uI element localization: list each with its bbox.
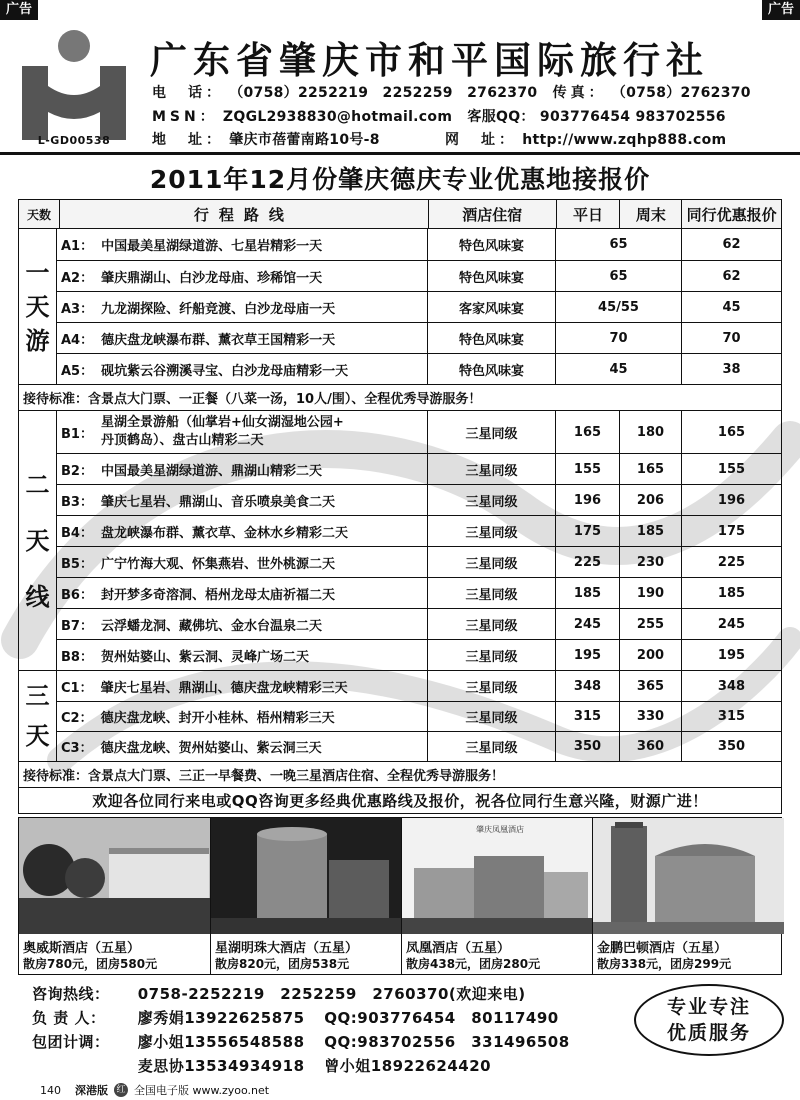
hotel-cell: 三星同级	[427, 578, 555, 608]
route-text: 广宁竹海大观、怀集燕岩、世外桃源二天	[100, 556, 335, 572]
license-code: L-GD00538	[37, 134, 111, 147]
stamp-line: 专业专注	[666, 996, 751, 1018]
group-planner-label: 包团计调：	[32, 1033, 110, 1051]
hotel-name: 奥威斯酒店（五星）	[23, 941, 141, 956]
group-label-char: 天	[25, 722, 50, 750]
route-code: C2：	[61, 711, 93, 726]
peer-price-cell: 245	[681, 609, 781, 639]
peer-price-cell: 165	[681, 411, 781, 453]
manager-value: 廖秀娟13922625875	[137, 1009, 305, 1027]
hotel-photo-strip	[18, 817, 782, 975]
service-note-one-day: 接待标准：含景点大门票、一正餐（八菜一汤，10人/围）、全程优秀导游服务！	[19, 384, 781, 410]
weekday-cell: 225	[555, 547, 619, 577]
manager-qq: QQ:903776454 80117490	[324, 1009, 559, 1027]
group-planner-value: 麦思协13534934918	[137, 1057, 305, 1075]
weekday-cell: 196	[555, 485, 619, 515]
group-label-three-day	[19, 671, 56, 761]
route-cell	[57, 261, 427, 291]
header-hotel: 酒店住宿	[428, 200, 556, 228]
hotel-cell: 特色风味宴	[427, 229, 555, 260]
qq-value: 903776454 983702556	[539, 109, 726, 125]
table-row	[57, 484, 781, 515]
route-code: C1：	[61, 680, 93, 696]
route-text: 德庆盘龙峡瀑布群、薰衣草王国精彩一天	[101, 332, 336, 348]
peer-price-cell: 196	[681, 485, 781, 515]
one-day-group	[19, 228, 781, 384]
route-text: 中国最美星湖绿道游、鼎湖山精彩二天	[100, 463, 322, 479]
group-planner-value: 廖小姐13556548588	[137, 1033, 305, 1051]
address-line	[152, 129, 726, 149]
route-cell	[57, 671, 427, 701]
price-cell: 65	[555, 229, 681, 260]
msn-value: ZQGL2938830@hotmail.com	[222, 109, 453, 125]
weekend-cell: 185	[619, 516, 681, 546]
header-days: 天数	[26, 207, 51, 222]
peer-price-cell: 348	[681, 671, 781, 701]
route-code: B5：	[61, 556, 93, 572]
route-code: B7：	[61, 618, 93, 634]
route-text: 德庆盘龙峡、封开小桂林、梧州精彩三天	[100, 711, 335, 726]
group-planner-line-2	[32, 1055, 491, 1076]
service-note-three-day: 接待标准：含景点大门票、三正一早餐费、一晚三星酒店住宿、全程优秀导游服务！	[19, 761, 781, 787]
hotel-cell: 三星同级	[427, 609, 555, 639]
agency-logo-icon	[18, 22, 130, 148]
hotel-cell: 特色风味宴	[427, 261, 555, 291]
welcome-banner: 欢迎各位同行来电或QQ咨询更多经典优惠路线及报价，祝各位同行生意兴隆，财源广进！	[19, 787, 781, 813]
page-number: 140	[40, 1083, 61, 1097]
two-day-group	[19, 410, 781, 670]
hotel-card	[592, 818, 783, 974]
price-table	[18, 199, 782, 814]
table-row	[57, 453, 781, 484]
route-code: B2：	[61, 463, 93, 479]
price-cell: 65	[555, 261, 681, 291]
group-planner-line	[32, 1031, 570, 1052]
peer-price-cell: 38	[681, 354, 781, 384]
table-row	[57, 546, 781, 577]
table-row	[57, 353, 781, 384]
peer-price-cell: 62	[681, 261, 781, 291]
route-cell	[57, 485, 427, 515]
peer-price-cell: 315	[681, 702, 781, 731]
weekend-cell: 255	[619, 609, 681, 639]
hotel-cell: 三星同级	[427, 411, 555, 453]
route-text: 盘龙峡瀑布群、薰衣草、金林水乡精彩二天	[100, 525, 348, 541]
route-code: A3：	[61, 301, 94, 317]
group-label-char: 天	[25, 292, 50, 321]
route-cell	[57, 640, 427, 670]
route-cell	[57, 411, 427, 453]
route-code: B4：	[61, 525, 93, 541]
route-cell	[57, 229, 427, 260]
site-label: 全国电子版 www.zyoo.net	[134, 1084, 270, 1097]
table-row	[57, 291, 781, 322]
ad-label-left: 广告	[0, 0, 38, 20]
route-cell	[57, 292, 427, 322]
hotel-price: 散房438元，团房280元	[406, 957, 541, 971]
route-text: 德庆盘龙峡、贺州姑婆山、紫云洞三天	[100, 741, 322, 756]
hotel-price: 散房780元，团房580元	[23, 957, 158, 971]
table-row	[57, 322, 781, 353]
route-cell	[57, 323, 427, 353]
hotel-photo-phoenix	[402, 818, 593, 934]
hotel-photo-star-lake	[211, 818, 402, 934]
hotel-photo-jinpeng	[593, 818, 784, 934]
hotel-name: 星湖明珠大酒店（五星）	[215, 941, 359, 956]
hotel-cell: 三星同级	[427, 547, 555, 577]
peer-price-cell: 350	[681, 732, 781, 761]
route-cell	[57, 732, 427, 761]
header-peer-price: 同行优惠报价	[681, 200, 781, 228]
weekend-cell: 165	[619, 454, 681, 484]
price-cell: 45/55	[555, 292, 681, 322]
hotline-line	[32, 983, 526, 1004]
route-text: 肇庆鼎湖山、白沙龙母庙、珍稀馆一天	[101, 270, 323, 286]
edition-badge-icon: 红	[114, 1083, 128, 1097]
group-planner-value: 曾小姐18922624420	[324, 1057, 492, 1075]
hotel-name: 凤凰酒店（五星）	[406, 941, 511, 956]
web-value: http://www.zqhp888.com	[522, 132, 727, 148]
header-weekday: 平日	[556, 200, 620, 228]
table-row	[57, 260, 781, 291]
table-row	[57, 577, 781, 608]
route-cell	[57, 609, 427, 639]
address-label: 地 址：	[152, 132, 224, 148]
group-label-char: 游	[25, 326, 50, 355]
hotline-value: 0758-2252219 2252259 2760370(欢迎来电)	[137, 985, 526, 1003]
weekday-cell: 175	[555, 516, 619, 546]
group-label-char: 二	[25, 470, 50, 499]
weekday-cell: 185	[555, 578, 619, 608]
peer-price-cell: 225	[681, 547, 781, 577]
peer-price-cell: 195	[681, 640, 781, 670]
hotel-cell: 客家风味宴	[427, 292, 555, 322]
weekend-cell: 360	[619, 732, 681, 761]
route-text: 云浮蟠龙洞、藏佛坑、金水台温泉二天	[100, 618, 322, 634]
route-text-line2: 丹顶鹤岛）、盘古山精彩二天	[100, 433, 264, 448]
peer-price-cell: 155	[681, 454, 781, 484]
hotel-photo-olympus	[19, 818, 210, 934]
peer-price-cell: 175	[681, 516, 781, 546]
weekday-cell: 195	[555, 640, 619, 670]
hotel-name: 金鹏巴顿酒店（五星）	[597, 941, 728, 956]
route-code: B6：	[61, 587, 93, 603]
route-text: 肇庆七星岩、鼎湖山、音乐喷泉美食二天	[100, 494, 335, 510]
group-label-one-day	[19, 229, 56, 384]
weekday-cell: 165	[555, 411, 619, 453]
route-text: 封开梦多奇溶洞、梧州龙母太庙祈福二天	[100, 587, 335, 603]
phone-line	[152, 82, 751, 102]
manager-label: 负 责 人：	[32, 1009, 106, 1027]
hotel-sign-text: 肇庆凤凰酒店	[476, 825, 524, 834]
agency-name: 广东省肇庆市和平国际旅行社	[150, 39, 709, 82]
table-row	[57, 671, 781, 701]
table-row	[57, 515, 781, 546]
peer-price-cell: 45	[681, 292, 781, 322]
peer-price-cell: 70	[681, 323, 781, 353]
peer-price-cell: 185	[681, 578, 781, 608]
table-row	[57, 731, 781, 761]
group-label-char: 线	[25, 582, 50, 611]
hotel-cell: 三星同级	[427, 702, 555, 731]
peer-price-cell: 62	[681, 229, 781, 260]
header-weekend: 周末	[619, 200, 681, 228]
weekend-cell: 230	[619, 547, 681, 577]
msn-label: MSN：	[152, 109, 218, 125]
group-label-two-day	[19, 411, 56, 670]
fax-label: 传真：	[552, 85, 607, 101]
route-code: C3：	[61, 741, 93, 756]
address-value: 肇庆市蓓蕾南路10号-8	[229, 132, 380, 148]
route-text: 九龙湖探险、纤船竞渡、白沙龙母庙一天	[101, 301, 336, 317]
table-row	[57, 639, 781, 670]
price-cell: 70	[555, 323, 681, 353]
page-title: 2011年12月份肇庆德庆专业优惠地接报价	[149, 165, 651, 194]
route-text: 肇庆七星岩、鼎湖山、德庆盘龙峡精彩三天	[100, 680, 348, 696]
group-label-char: 一	[25, 258, 50, 287]
hotel-cell: 三星同级	[427, 516, 555, 546]
weekend-cell: 200	[619, 640, 681, 670]
price-cell: 45	[555, 354, 681, 384]
route-code: B8：	[61, 649, 93, 665]
page-footer	[40, 1082, 269, 1098]
hotel-cell: 三星同级	[427, 732, 555, 761]
route-code: A4：	[61, 332, 94, 348]
table-row	[57, 411, 781, 453]
route-text: 砚坑紫云谷溯溪寻宝、白沙龙母庙精彩一天	[101, 363, 349, 379]
service-stamp	[634, 984, 784, 1056]
route-text: 贺州姑婆山、紫云洞、灵峰广场二天	[100, 649, 309, 665]
hotel-price: 散房820元，团房538元	[215, 957, 350, 971]
hotel-card	[210, 818, 401, 974]
route-code: A1：	[61, 239, 94, 254]
edition-label: 深港版	[75, 1084, 108, 1097]
route-text	[101, 414, 344, 450]
route-code: B3：	[61, 494, 93, 510]
hotel-cell: 三星同级	[427, 454, 555, 484]
weekend-cell: 180	[619, 411, 681, 453]
hotel-cell: 三星同级	[427, 485, 555, 515]
route-cell	[57, 702, 427, 731]
three-day-group	[19, 670, 781, 761]
header-divider	[0, 152, 800, 155]
phone-value: （0758）2252219 2252259 2762370	[229, 85, 538, 101]
table-row	[57, 701, 781, 731]
route-code: B1：	[61, 426, 93, 442]
hotel-card	[19, 818, 210, 974]
route-cell	[57, 516, 427, 546]
weekday-cell: 245	[555, 609, 619, 639]
hotel-cell: 三星同级	[427, 671, 555, 701]
route-text: 中国最美星湖绿道游、七星岩精彩一天	[101, 239, 323, 254]
table-header-row	[19, 200, 781, 228]
weekend-cell: 365	[619, 671, 681, 701]
group-label-char: 天	[25, 526, 50, 555]
table-row	[57, 608, 781, 639]
route-code: A5：	[61, 363, 94, 379]
weekend-cell: 206	[619, 485, 681, 515]
header-route: 行程路线	[59, 200, 428, 228]
stamp-line: 优质服务	[666, 1022, 751, 1044]
web-label: 网 址：	[445, 132, 518, 148]
group-rows	[56, 229, 781, 384]
qq-label: 客服QQ：	[467, 109, 535, 125]
route-cell	[57, 578, 427, 608]
route-cell	[57, 354, 427, 384]
route-code: A2：	[61, 270, 94, 286]
hotline-label: 咨询热线：	[32, 985, 110, 1003]
hotel-card	[401, 818, 592, 974]
route-cell	[57, 454, 427, 484]
weekday-cell: 348	[555, 671, 619, 701]
table-row	[57, 229, 781, 260]
route-cell	[57, 547, 427, 577]
group-planner-qq: QQ:983702556 331496508	[324, 1033, 570, 1051]
ad-label-right: 广告	[762, 0, 800, 20]
weekday-cell: 315	[555, 702, 619, 731]
hotel-cell: 特色风味宴	[427, 323, 555, 353]
route-text-line1: 星湖全景游船（仙掌岩+仙女湖湿地公园+	[100, 415, 344, 430]
hotel-cell: 特色风味宴	[427, 354, 555, 384]
weekday-cell: 155	[555, 454, 619, 484]
weekend-cell: 190	[619, 578, 681, 608]
hotel-cell: 三星同级	[427, 640, 555, 670]
msn-line	[152, 106, 726, 126]
weekend-cell: 330	[619, 702, 681, 731]
hotel-price: 散房338元，团房299元	[597, 957, 732, 971]
phone-label: 电 话：	[152, 85, 224, 101]
group-rows	[56, 411, 781, 670]
manager-line	[32, 1007, 559, 1028]
group-rows	[56, 671, 781, 761]
weekday-cell: 350	[555, 732, 619, 761]
fax-value: （0758）2762370	[611, 85, 751, 101]
group-label-char: 三	[25, 682, 50, 710]
